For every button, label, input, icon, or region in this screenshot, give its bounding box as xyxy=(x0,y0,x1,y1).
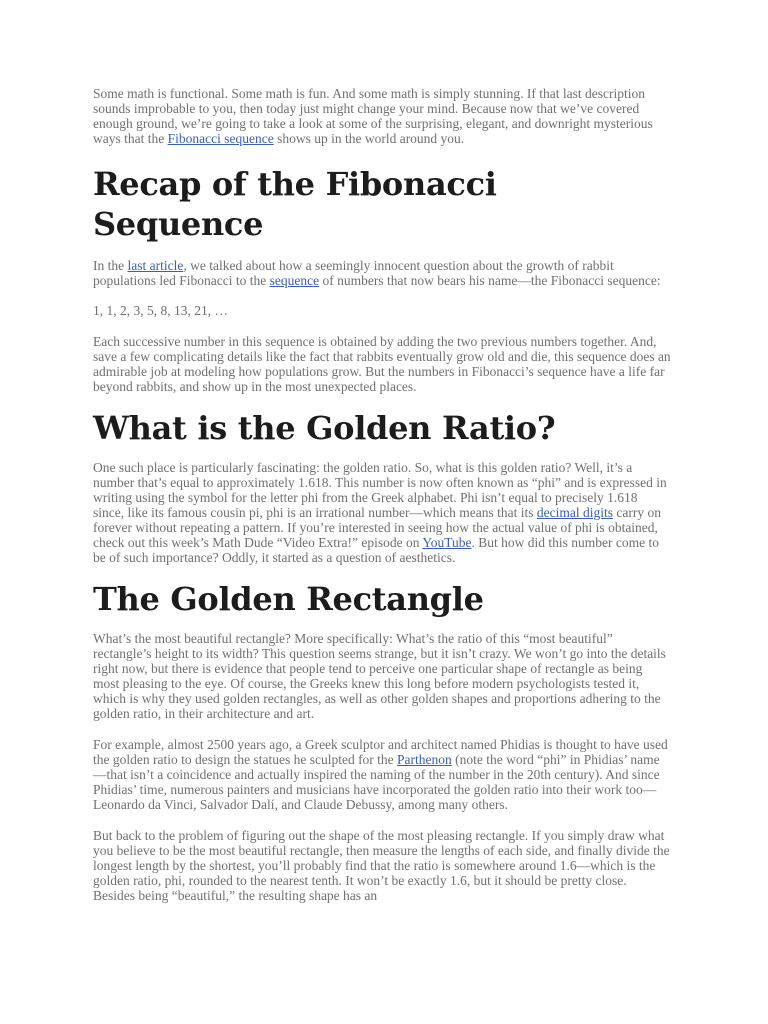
recap-text-middle: , we talked about how a seemingly innocent question about the growth of rabbit populations led Fibonacci to the xyxy=(93,258,614,288)
golden-rectangle-paragraph-1: What’s the most beautiful rectangle? More specifically: What’s the ratio of this “most beautiful” rectangle’s height to its width? This question seems strange, but it isn’t crazy. We won’t go into the details right now, but there is evidence that people tend to perceive one particular shape of rectangle as being most pleasing to the eye. Of course, the Greeks knew this long before modern psychologists tested it, which is why they used golden rectangles, as well as other golden shapes and proportions adhering to the golden ratio, in their architecture and art. xyxy=(93,631,666,721)
golden-ratio-text-end: . But how did this number come to be of such importance? Oddly, it started as a question of aesthetics. xyxy=(93,535,659,565)
golden-ratio-heading: What is the Golden Ratio? xyxy=(93,409,556,447)
golden-rectangle-heading: The Golden Rectangle xyxy=(93,580,484,618)
recap-paragraph-1 xyxy=(93,258,671,288)
recap-paragraph-2: Each successive number in this sequence is obtained by adding the two previous numbers together. And, save a few complicating details like the fact that rabbits eventually grow old and die, this sequence does an admirable job at modeling how populations grow. But the numbers in Fibonacci’s sequence have a life far beyond rabbits, and show up in the most unexpected places. xyxy=(93,334,671,394)
decimal-digits-link[interactable]: decimal digits xyxy=(536,505,614,520)
intro-text-end: shows up in the world around you. xyxy=(273,131,465,146)
golden-ratio-text-middle: carry on forever without repeating a pattern. If you’re interested in seeing how the actual value of phi is obtained, check out this week’s Math Dude “Video Extra!” episode on xyxy=(93,505,662,550)
parthenon-link[interactable]: Parthenon xyxy=(397,752,452,767)
intro-paragraph xyxy=(93,86,671,146)
fibonacci-sequence-link[interactable]: Fibonacci sequence xyxy=(167,131,274,146)
golden-ratio-paragraph xyxy=(93,460,671,565)
recap-text-end: of numbers that now bears his name—the Fibonacci sequence: xyxy=(319,273,661,288)
fibonacci-sequence-list: 1, 1, 2, 3, 5, 8, 13, 21, … xyxy=(93,303,228,318)
golden-rectangle-paragraph-3: But back to the problem of figuring out the shape of the most pleasing rectangle. If you simply draw what you believe to be the most beautiful rectangle, then measure the lengths of each side, and finally divide the longest length by the shortest, you’ll probably find that the ratio is somewhere around 1.6—which is the golden ratio, phi, rounded to the nearest tenth. It won’t be exactly 1.6, but it should be pretty close. Besides being “beautiful,” the resulting shape has an xyxy=(93,828,670,903)
sequence-link[interactable]: sequence xyxy=(269,273,320,288)
golden-rectangle-paragraph-2 xyxy=(93,737,671,812)
intro-text: Some math is functional. Some math is fun. And some math is simply stunning. If that last description sounds improbable to you, then today just might change your mind. Because now that we’ve covered enough ground, we’re going to take a look at some of the surprising, elegant, and downright mysterious ways that the xyxy=(93,86,653,146)
last-article-link[interactable]: last article xyxy=(127,258,184,273)
recap-text: In the xyxy=(93,258,128,273)
phidias-text-end: (note the word “phi” in Phidias’ name—that isn’t a coincidence and actually inspired the naming of the number in the 20th century). And since Phidias’ time, numerous painters and musicians have incorporated the golden ratio into their work too—Leonardo da Vinci, Salvador Dalí, and Claude Debussy, among many others. xyxy=(93,752,660,812)
article-body xyxy=(93,86,671,903)
phidias-text: For example, almost 2500 years ago, a Greek sculptor and architect named Phidias is thought to have used the golden ratio to design the statues he sculpted for the xyxy=(93,737,668,767)
youtube-link[interactable]: YouTube xyxy=(422,535,472,550)
recap-heading: Recap of the Fibonacci Sequence xyxy=(93,165,497,243)
golden-ratio-text: One such place is particularly fascinating: the golden ratio. So, what is this golden ratio? Well, it’s a number that’s equal to approximately 1.618. This number is now often known as “phi” and is expressed in writing using the symbol for the letter phi from the Greek alphabet. Phi isn’t equal to precisely 1.618 since, like its famous cousin pi, phi is an irrational number—which means that its xyxy=(93,460,667,520)
